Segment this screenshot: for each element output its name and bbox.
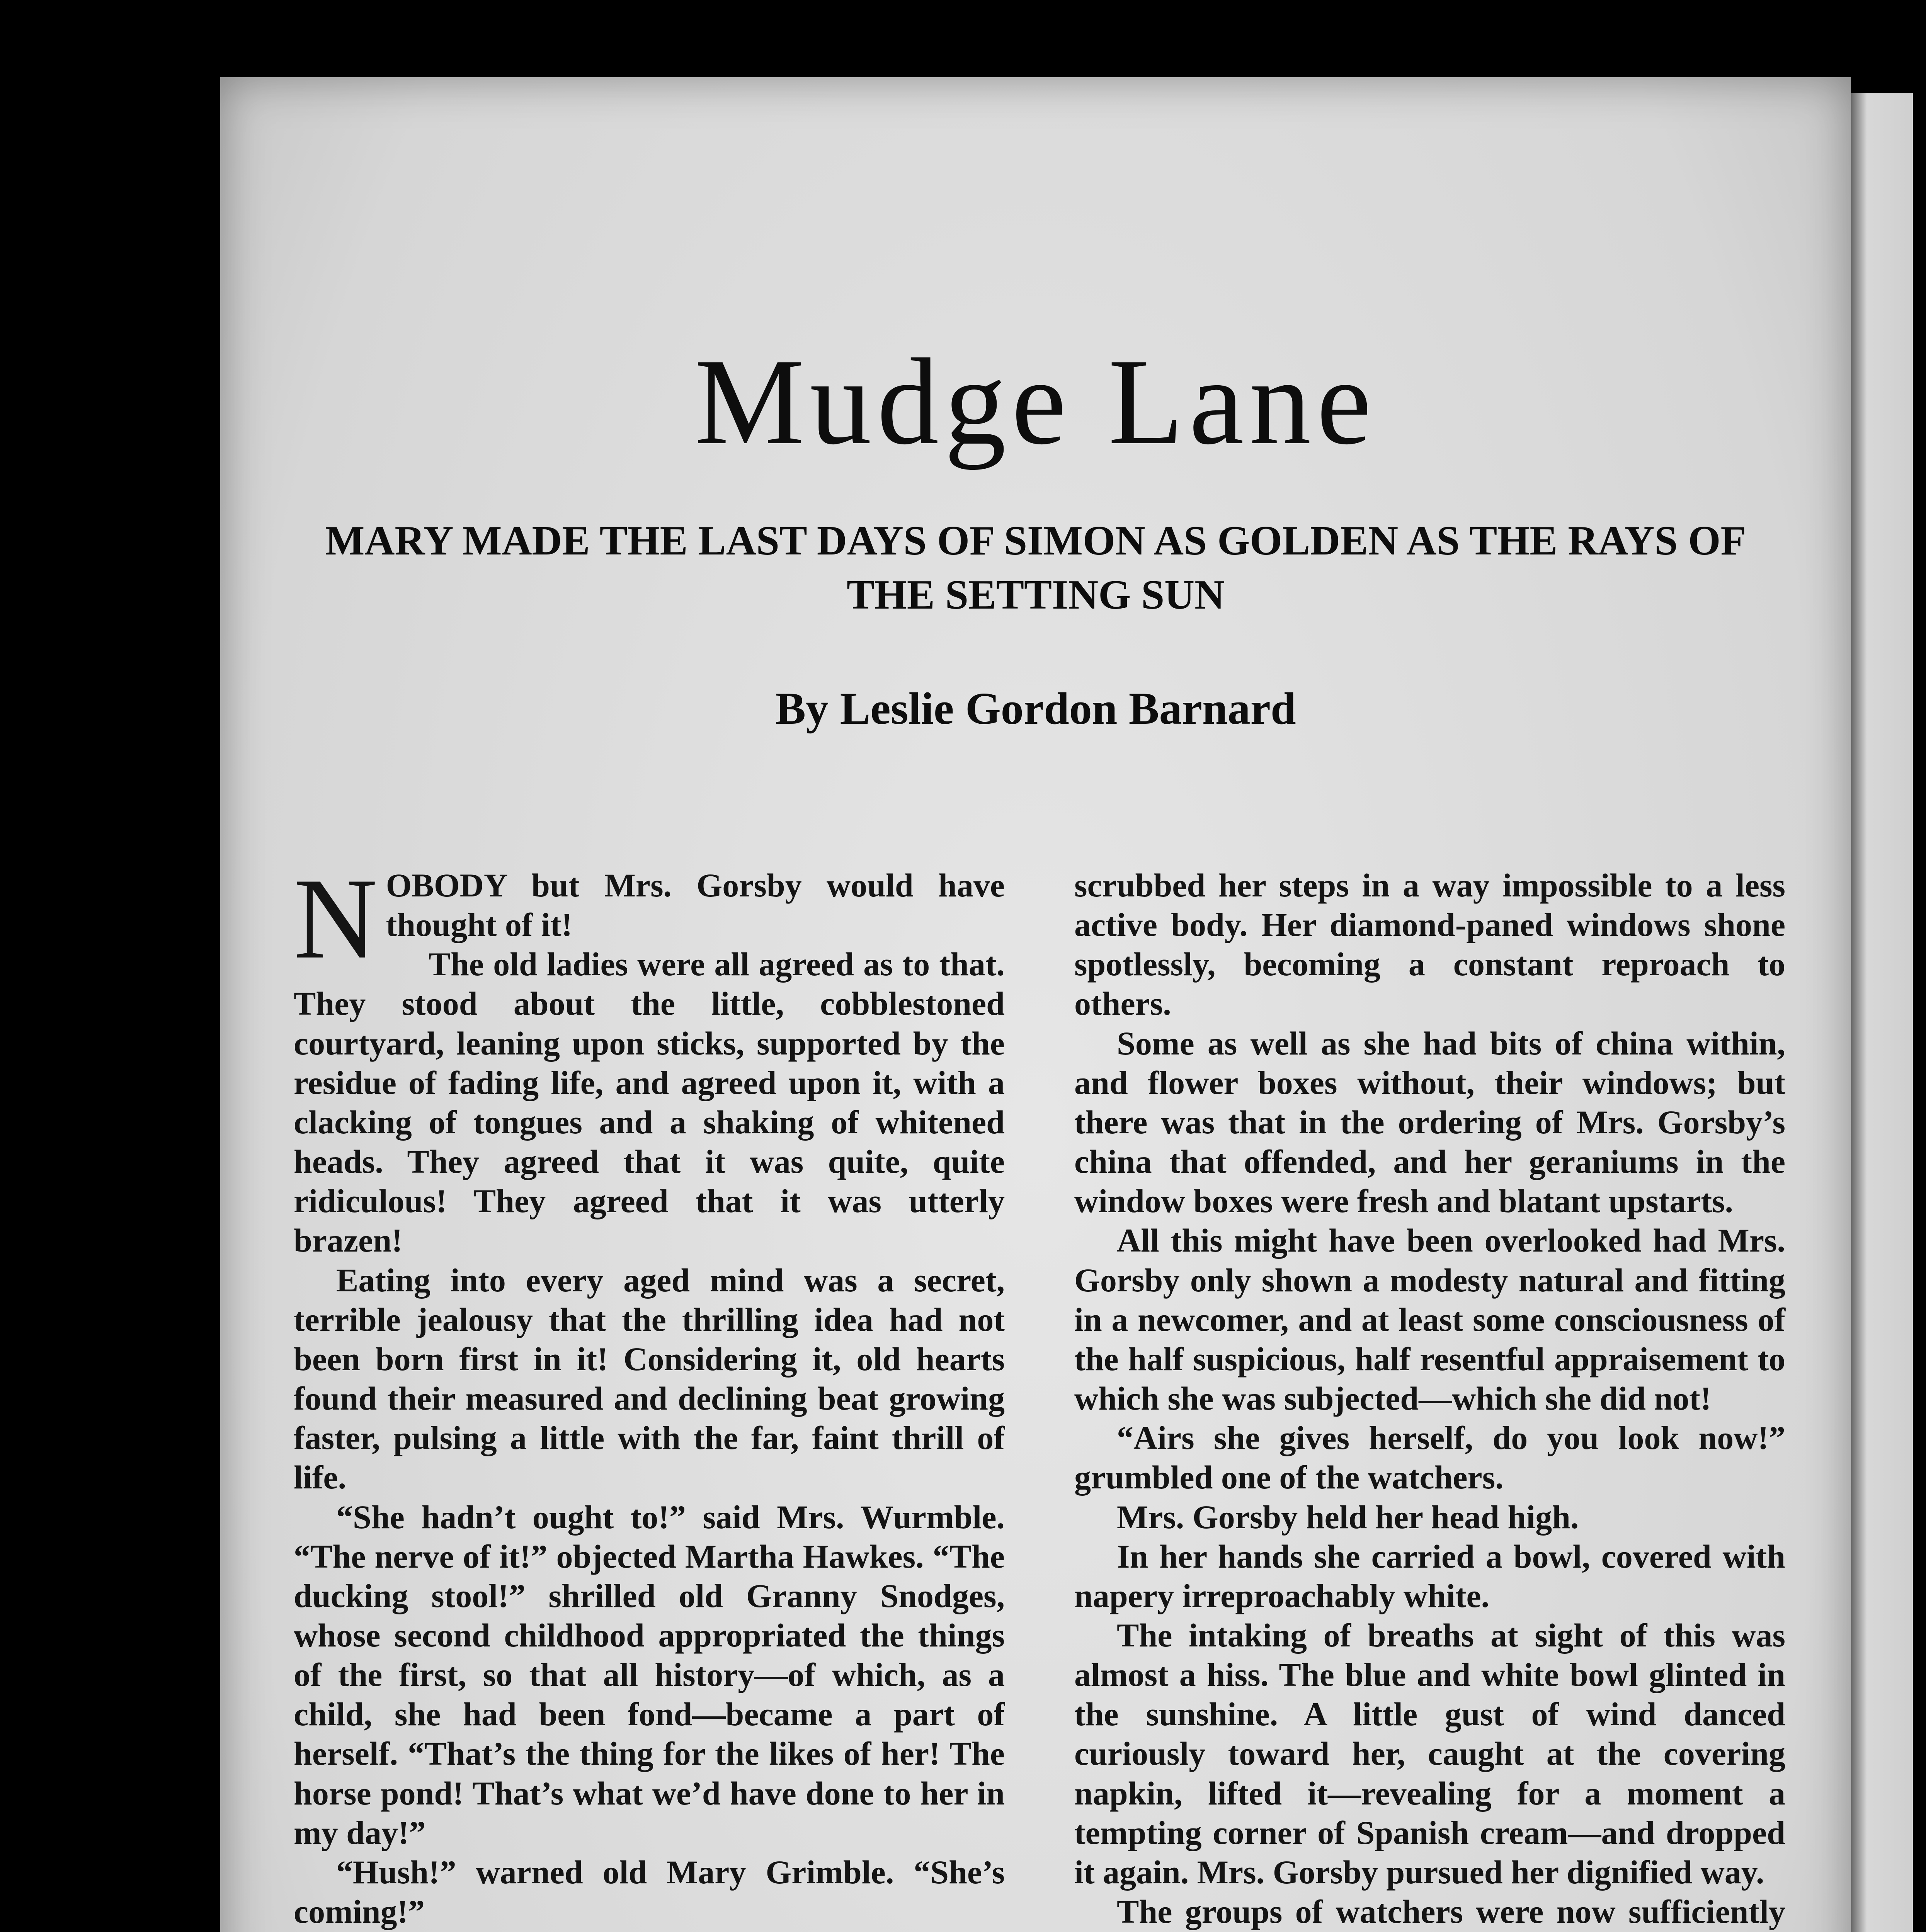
article-byline: By Leslie Gordon Barnard (775, 683, 1296, 734)
paragraph: scrubbed her steps in a way impossible to a less active body. Her diamond-paned windows shone spotlessly, becoming a constant reproach to others. (1074, 867, 1785, 1022)
paragraph (294, 854, 1005, 983)
article-body (294, 854, 1785, 1932)
paragraph: “She hadn’t ought to!” said Mrs. Wurmble. “The nerve of it!” objected Martha Hawkes. “The ducking stool!” shrilled old Granny Snodges, whose second childhood appropriated the things of the first, so that all history—of which, as a child, she had been fond—became a part of herself. “That’s the thing for the likes of her! The horse pond! That’s what we’d have done to her in my day!” (294, 1498, 1005, 1851)
right-column (1074, 866, 1785, 1932)
paragraph: All this might have been overlooked had Mrs. Gorsby only shown a modesty natural and fitting in a newcomer, and at least some consciousness of the half suspicious, half resentful appraisement to which she was subjected—which she did not! (1074, 1222, 1785, 1417)
left-column (294, 854, 1005, 1932)
paragraph: The groups of watchers were now sufficiently (1117, 1893, 1785, 1930)
paragraph-text: OBODY but Mrs. Gorsby would have thought of it! (386, 867, 1005, 944)
magazine-page (220, 77, 1851, 1932)
adjacent-page-edge (1847, 93, 1913, 1932)
article-subtitle: MARY MADE THE LAST DAYS OF SIMON AS GOLDEN AS THE RAYS OF THE SETTING SUN (325, 518, 1746, 618)
article-title: Mudge Lane (694, 333, 1377, 470)
paragraph: The old ladies were all agreed as to that. They stood about the little, cobblestoned courtyard, leaning upon sticks, supported by the residue of fading life, and agreed upon it, with a clacking of tongues and a shaking of whitened heads. They agreed that it was quite, quite ridiculous! They agreed that it was utterly brazen! (294, 946, 1005, 1259)
paragraph: Eating into every aged mind was a secret, terrible jealousy that the thrilling idea had not been born first in it! Considering it, old hearts found their measured and declining beat growing faster, pulsing a little with the far, faint thrill of life. (294, 1261, 1005, 1496)
paragraph: “Hush!” warned old Mary Grimble. “She’s coming!” (294, 1853, 1005, 1930)
drop-cap: N (294, 854, 378, 983)
paragraph: Mrs. Gorsby held her head high. (1117, 1498, 1579, 1536)
paragraph: The intaking of breaths at sight of this was almost a hiss. The blue and white bowl glinted in the sunshine. A little gust of wind danced curiously toward her, caught at the covering napkin, lifted it—revealing for a moment a tempting corner of Spanish cream—and dropped it again. Mrs. Gorsby pursued her dignified way. (1074, 1616, 1785, 1891)
paragraph: Some as well as she had bits of china within, and flower boxes without, their windows; but there was that in the ordering of Mrs. Gorsby’s china that offended, and her geraniums in the window boxes were fresh and blatant upstarts. (1074, 1024, 1785, 1220)
paragraph: In her hands she carried a bowl, covered with napery irreproachably white. (1074, 1537, 1785, 1614)
paragraph: “Airs she gives herself, do you look now!” grumbled one of the watchers. (1074, 1419, 1785, 1496)
